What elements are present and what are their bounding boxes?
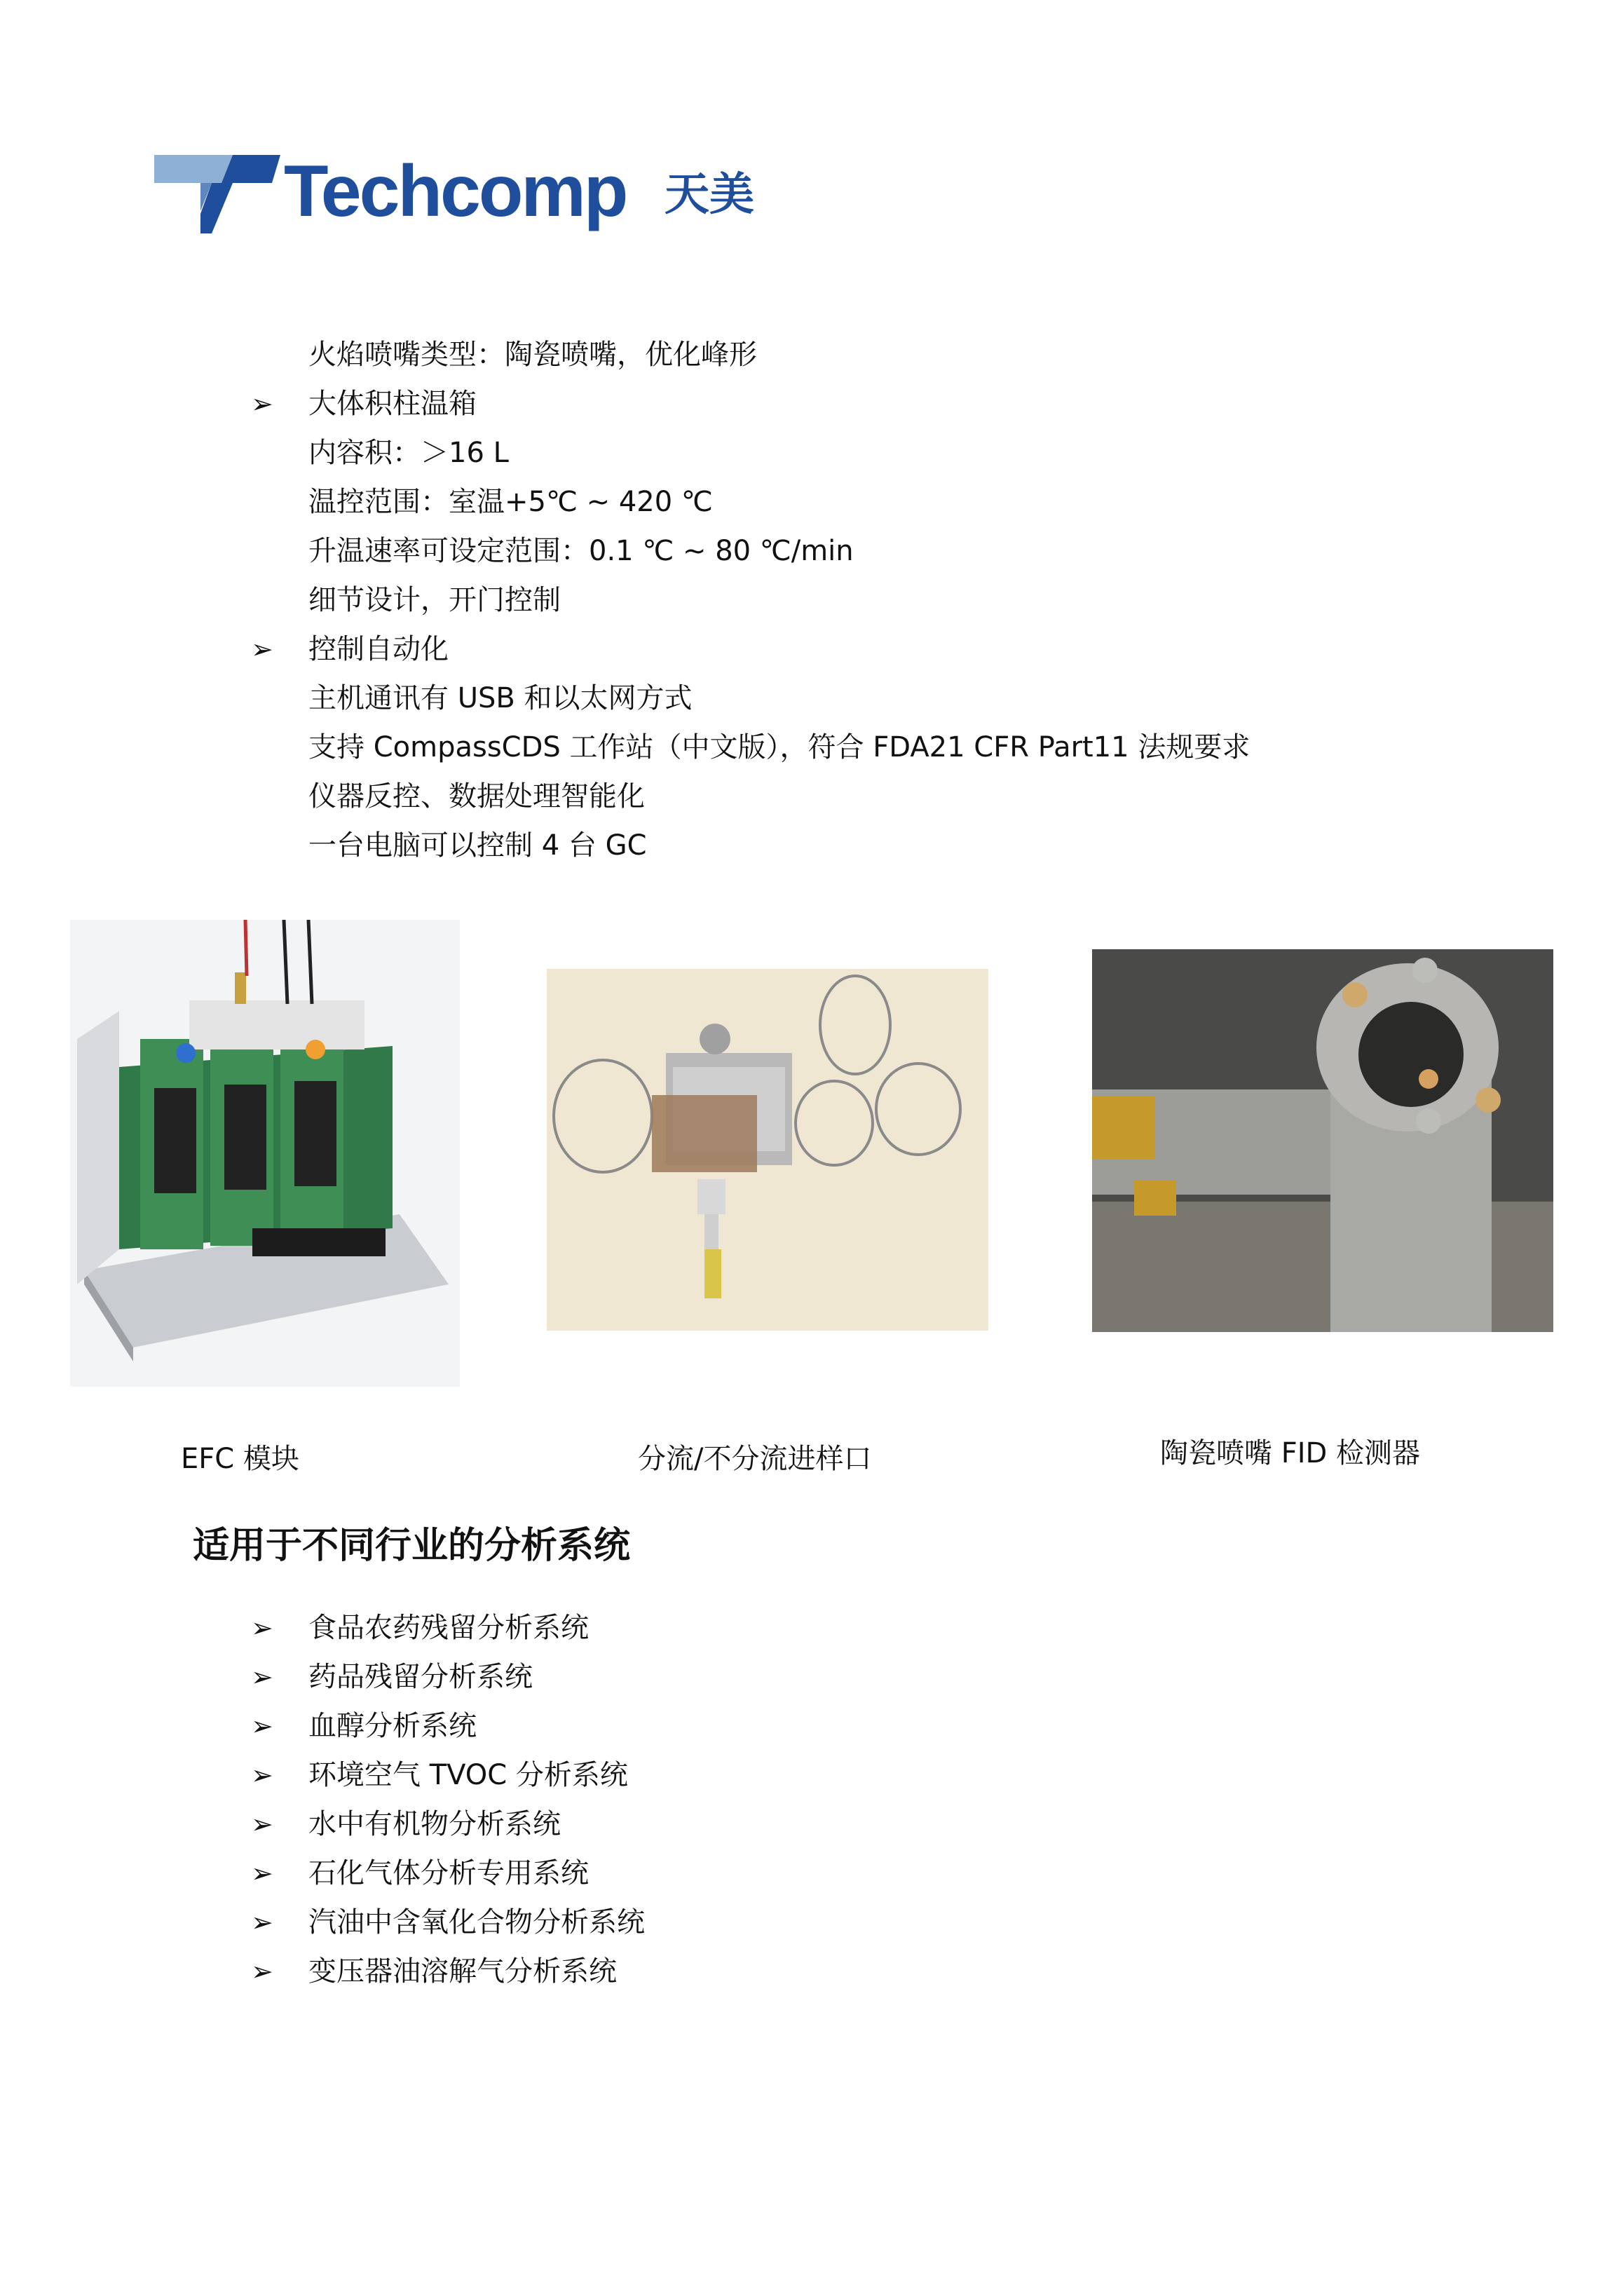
system-item: 变压器油溶解气分析系统 xyxy=(308,1955,617,1988)
spec-line-door-control: 细节设计，开门控制 xyxy=(308,584,561,616)
spec-line-usb: 主机通讯有 USB 和以太网方式 xyxy=(308,682,693,714)
efc-module-photo xyxy=(70,920,460,1387)
bullet-icon: ➢ xyxy=(251,1907,273,1938)
section-heading: 适用于不同行业的分析系统 xyxy=(193,1525,631,1567)
injector-illustration xyxy=(547,969,988,1331)
bullet-icon: ➢ xyxy=(251,1711,273,1741)
efc-module-illustration xyxy=(70,920,460,1387)
caption-injector: 分流/不分流进样口 xyxy=(638,1443,872,1475)
spec-line-oven: 大体积柱温箱 xyxy=(308,388,477,420)
bullet-icon: ➢ xyxy=(251,1858,273,1889)
techcomp-logo xyxy=(154,151,771,242)
spec-line-nozzle: 火焰喷嘴类型：陶瓷喷嘴，优化峰形 xyxy=(308,339,757,371)
bullet-icon: ➢ xyxy=(251,1612,273,1643)
bullet-icon: ➢ xyxy=(251,1956,273,1987)
spec-line-reverse-control: 仪器反控、数据处理智能化 xyxy=(308,780,645,813)
caption-fid-detector: 陶瓷喷嘴 FID 检测器 xyxy=(1160,1437,1421,1469)
logo-wordmark: Techcomp xyxy=(284,151,627,232)
spec-line-four-gc: 一台电脑可以控制 4 台 GC xyxy=(308,829,647,862)
spec-line-ramp-rate: 升温速率可设定范围：0.1 ℃ ~ 80 ℃/min xyxy=(308,535,854,567)
system-item: 水中有机物分析系统 xyxy=(308,1808,561,1840)
spec-line-volume: 内容积：＞16 L xyxy=(308,437,509,469)
system-item: 血醇分析系统 xyxy=(308,1710,477,1742)
spec-line-temp-range: 温控范围：室温+5℃ ~ 420 ℃ xyxy=(308,486,713,518)
system-item: 石化气体分析专用系统 xyxy=(308,1857,589,1889)
caption-efc-module: EFC 模块 xyxy=(181,1443,299,1475)
system-item: 药品残留分析系统 xyxy=(308,1661,533,1693)
bullet-icon: ➢ xyxy=(251,1809,273,1840)
spec-line-compasscds: 支持 CompassCDS 工作站（中文版），符合 FDA21 CFR Part11 法规要求 xyxy=(308,731,1250,763)
spec-line-automation: 控制自动化 xyxy=(308,633,449,665)
system-item: 汽油中含氧化合物分析系统 xyxy=(308,1906,645,1938)
bullet-icon: ➢ xyxy=(251,634,273,665)
system-item: 食品农药残留分析系统 xyxy=(308,1612,589,1644)
fid-detector-photo xyxy=(1092,949,1553,1332)
logo-chinese-name: 天美 xyxy=(665,169,754,221)
system-item: 环境空气 TVOC 分析系统 xyxy=(308,1759,628,1791)
bullet-icon: ➢ xyxy=(251,1760,273,1791)
logo-t-mark-icon xyxy=(154,151,280,242)
injector-photo xyxy=(547,969,988,1331)
fid-detector-illustration xyxy=(1092,949,1553,1332)
bullet-icon: ➢ xyxy=(251,1662,273,1692)
bullet-icon: ➢ xyxy=(251,388,273,419)
